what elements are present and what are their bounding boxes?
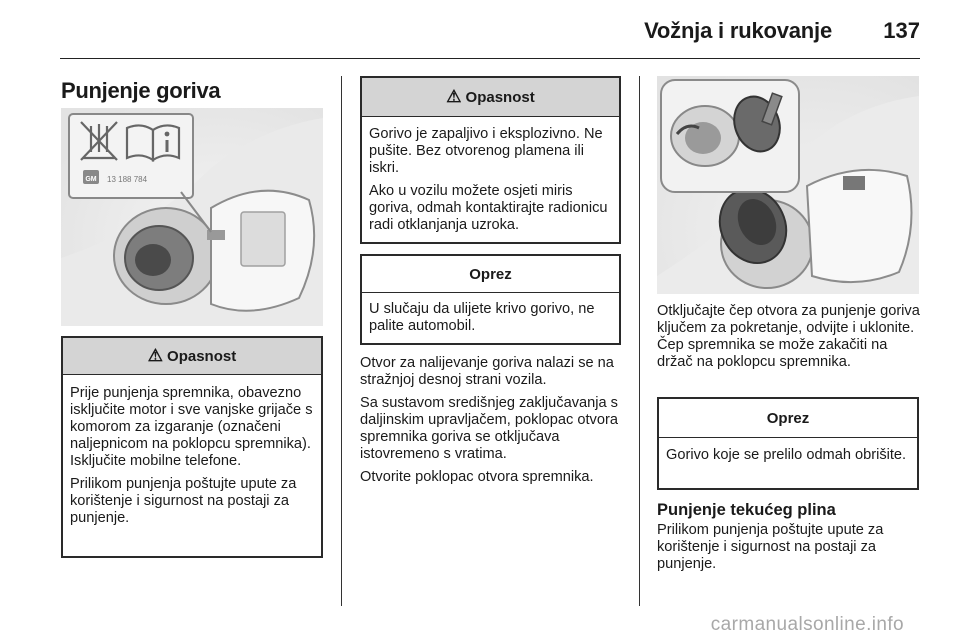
- label-code: 13 188 784: [107, 175, 148, 184]
- body-paragraph: Sa sustavom središnjeg zaključavanja s daljinskim upravljačem, poklopac otvora spremnika goriva se otključava istovremeno s vratima.: [360, 395, 618, 462]
- middle-body-text: [360, 355, 622, 492]
- body-paragraph: Otvor za nalijevanje goriva nalazi se na stražnjoj desnoj strani vozila.: [360, 355, 614, 388]
- fuel-cap-drawing: [657, 76, 919, 294]
- column-divider-left: [341, 76, 342, 606]
- warning-triangle-icon: ⚠: [147, 346, 164, 365]
- warning-box-header: [63, 338, 321, 375]
- body-paragraph: Otvorite poklopac otvora spremnika.: [360, 469, 594, 485]
- caution-paragraph: U slučaju da ulijete krivo gorivo, ne palite automobil.: [369, 301, 595, 334]
- warning-paragraph: Ako u vozilu možete osjeti miris goriva, odmah kontaktirajte radionicu radi otklanjanja uzroka.: [369, 183, 608, 233]
- fuel-flap-drawing: [61, 108, 323, 326]
- caution-box-body: [659, 438, 917, 472]
- warning-box-body: [362, 117, 619, 242]
- section-title: Punjenje goriva: [61, 78, 221, 103]
- body-paragraph: Otključajte čep otvora za punjenje goriva ključem za pokretanje, odvijte i uklonite. Čep spremnika se može zakačiti na držač na poklopcu spremnika.: [657, 303, 920, 370]
- warning-box-middle: [360, 76, 621, 244]
- warning-paragraph: Gorivo je zapaljivo i eksplozivno. Ne pušite. Bez otvorenog plamena ili iskri.: [369, 126, 603, 176]
- fuel-flap-illustration: [61, 108, 323, 326]
- subsection-title: Punjenje tekućeg plina: [657, 501, 836, 519]
- warning-box-header: [362, 78, 619, 117]
- warning-triangle-icon: ⚠: [446, 87, 462, 106]
- caution-box-body: [362, 293, 619, 343]
- label-logo-text: GM: [85, 176, 97, 183]
- warning-box-left: [61, 336, 323, 558]
- watermark: carmanualsonline.info: [710, 614, 904, 635]
- fuel-cap-illustration: [657, 76, 919, 294]
- page-number: 137: [883, 18, 920, 43]
- warning-paragraph: Prilikom punjenja poštujte upute za korištenje i sigurnost na postaji za punjenje.: [70, 476, 297, 526]
- header-rule: [60, 58, 920, 59]
- caution-paragraph: Gorivo koje se prelilo odmah obrišite.: [666, 447, 907, 463]
- caution-box-middle: [360, 254, 621, 345]
- column-divider-right: [639, 76, 640, 606]
- running-header-title: Vožnja i rukovanje: [644, 18, 832, 43]
- caution-box-title: Oprez: [469, 265, 512, 283]
- caution-box-right: [657, 397, 919, 490]
- caution-box-title: Oprez: [766, 409, 810, 427]
- body-paragraph: Prilikom punjenja poštujte upute za korištenje i sigurnost na postaji za punjenje.: [657, 522, 884, 572]
- right-body-text: [657, 303, 921, 377]
- caution-box-header: [362, 256, 619, 293]
- caution-box-header: [659, 399, 917, 438]
- subsection-body: [657, 522, 919, 579]
- warning-box-title: Opasnost: [167, 347, 237, 365]
- warning-paragraph: Prije punjenja spremnika, obavezno isključite motor i sve vanjske grijače s komorom za izgaranje (označeni naljepnicom na poklopcu spremnika). Isključite mobilne telefone.: [70, 385, 313, 469]
- warning-box-body: [63, 375, 321, 535]
- warning-box-title: Opasnost: [465, 88, 535, 106]
